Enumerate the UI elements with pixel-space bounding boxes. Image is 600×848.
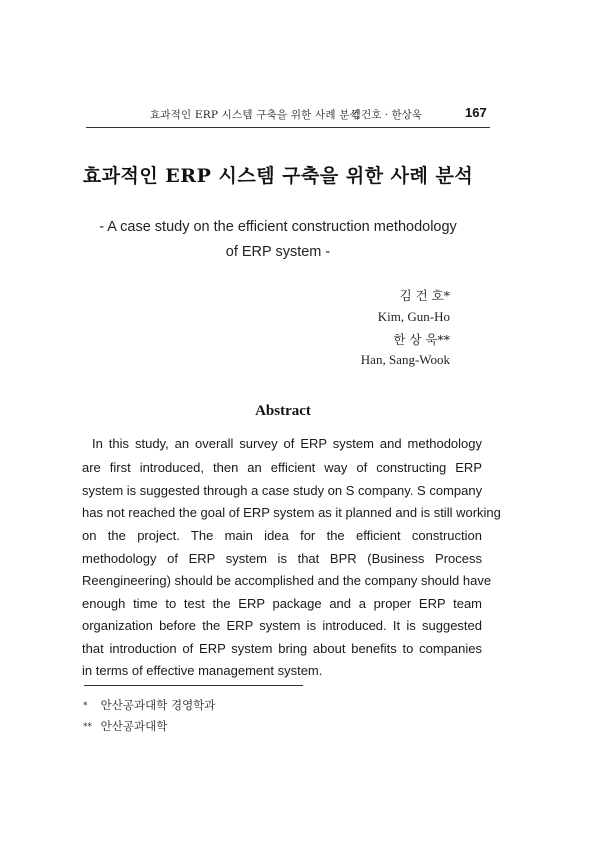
author-2-english-name: Han, Sang-Wook <box>360 352 450 367</box>
paper-title: 효과적인 ERP 시스템 구축을 위한 사례 분석 <box>82 165 474 187</box>
abstract-line: on the project. The main idea for the efficient construction <box>82 528 482 543</box>
running-title: 효과적인 ERP 시스템 구축을 위한 사례 분석 <box>150 109 360 121</box>
footnote-1-mark: * <box>83 701 88 711</box>
author-1-english-name: Kim, Gun-Ho <box>377 309 450 324</box>
footnote-2 <box>83 718 167 734</box>
author-1-korean-name: 김 건 호* <box>399 288 450 303</box>
footnote-1 <box>83 697 215 713</box>
footnote-1-text: 안산공과대학 경영학과 <box>100 698 216 712</box>
page-number: 167 <box>465 105 487 120</box>
abstract-line: system is suggested through a case study on S company. S company <box>82 483 483 498</box>
paper-subtitle-line-2: of ERP system - <box>225 244 331 260</box>
abstract-line: are first introduced, then an efficient way of constructing ERP <box>82 460 482 475</box>
paper-subtitle-line-1: - A case study on the efficient construction methodology <box>99 219 457 235</box>
footnote-2-mark: ** <box>83 722 92 732</box>
running-authors: 김건호 · 한상욱 <box>351 109 422 121</box>
abstract-heading: Abstract <box>255 403 311 419</box>
abstract-line: methodology of ERP system is that BPR (Business Process <box>82 551 482 566</box>
abstract-line: has not reached the goal of ERP system as it planned and is still working <box>82 505 501 520</box>
running-header <box>0 107 600 127</box>
abstract-line: that introduction of ERP system bring about benefits to companies <box>82 641 482 656</box>
abstract-line: Reengineering) should be accomplished and the company should have <box>82 573 492 588</box>
abstract-line: in terms of effective management system. <box>82 663 323 678</box>
author-2-korean-name: 한 상 욱** <box>393 332 450 347</box>
abstract-line: In this study, an overall survey of ERP system and methodology <box>92 436 482 451</box>
footnote-2-text: 안산공과대학 <box>100 719 168 733</box>
abstract-line: organization before the ERP system is introduced. It is suggested <box>82 618 482 633</box>
abstract-line: enough time to test the ERP package and a proper ERP team <box>82 596 482 611</box>
footnote-rule <box>84 685 303 686</box>
header-rule <box>86 127 490 128</box>
